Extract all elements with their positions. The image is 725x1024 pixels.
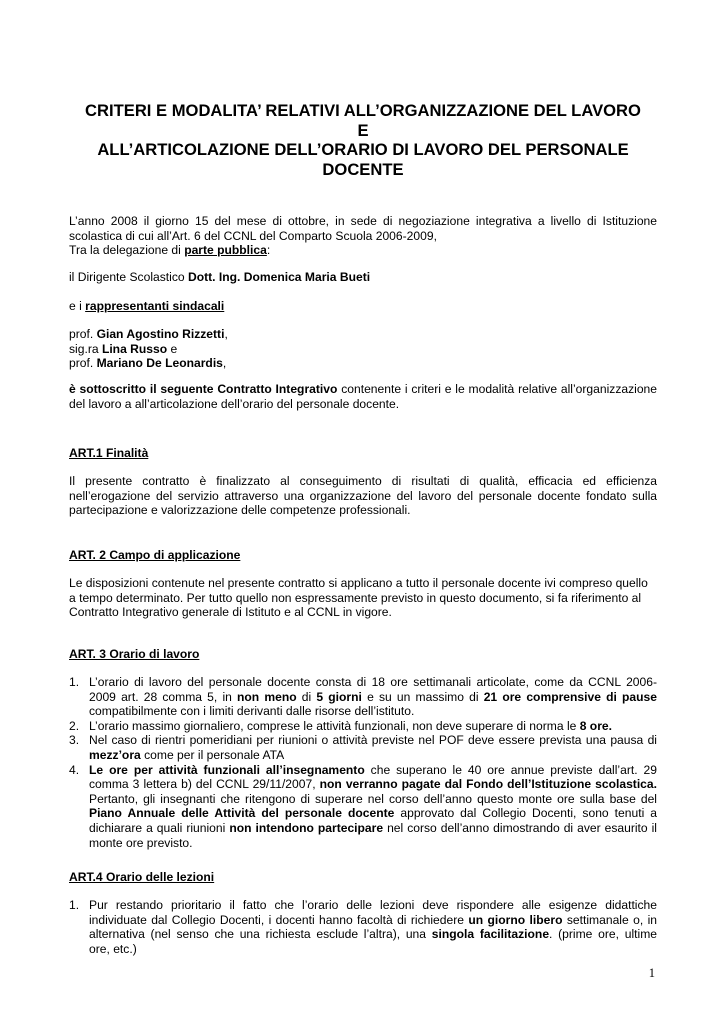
dirigente-line: il Dirigente Scolastico Dott. Ing. Domenica Maria Bueti bbox=[69, 270, 371, 284]
list-item: 3. Nel caso di rientri pomeridiani per riunioni o attività previste nel POF deve essere prevista una pausa di mezz’ora come per il personale ATA bbox=[69, 733, 657, 762]
sottoscritto-paragraph: è sottoscritto il seguente Contratto Integrativo contenente i criteri e le modalità relative all’organizzazione del lavoro a all’articolazione dell’orario del personale docente. bbox=[69, 382, 658, 411]
art1-heading: ART.1 Finalità bbox=[69, 446, 149, 460]
art2-heading: ART. 2 Campo di applicazione bbox=[69, 548, 241, 562]
member-item: sig.ra Lina Russo e bbox=[69, 341, 178, 356]
page-number: 1 bbox=[648, 966, 655, 980]
member-item: prof. Mariano De Leonardis, bbox=[69, 356, 227, 371]
art2-paragraph: Le disposizioni contenute nel presente contratto si applicano a tutto il personale docente ivi compreso quello a tempo determinato. Per tutto quello non espressamente previsto in questo documento, si fa riferimento al Contratto Integrativo generale di Istituto e al CCNL in vigore. bbox=[69, 576, 648, 620]
list-item: 1. Pur restando prioritario il fatto che l’orario delle lezioni deve rispondere alle esigenze didattiche individuate dal Collegio Docenti, i docenti hanno facoltà di richiedere un giorno libero settimanale o, in alternativa (nel senso che una richiesta esclude l’altra), una singola facilitazione. (prime ore, ultime ore, etc.) bbox=[69, 898, 657, 956]
parte-pubblica-label: parte pubblica bbox=[184, 243, 267, 258]
title-line-4: DOCENTE bbox=[322, 159, 404, 179]
rappresentanti-line: e i rappresentanti sindacali bbox=[69, 299, 225, 313]
art1-paragraph: Il presente contratto è finalizzato al conseguimento di risultati di qualità, efficacia ed efficienza nell’erogazione del servizio attraverso una organizzazione del lavoro del personale docente fondato sulla partecipazione e valorizzazione delle competenze professionali. bbox=[69, 474, 657, 518]
list-item: 4. Le ore per attività funzionali all’insegnamento che superano le 40 ore annue previste dall’art. 29 comma 3 lettera b) del CCNL 29/11/2007, non verranno pagate dal Fondo dell’Istituzione scolastica. Pertanto, gli insegnanti che ritengono di superare nel corso dell’anno questo monte ore sulla base del Piano Annuale delle Attività del personale docente approvato dal Collegio Docenti, sono tenuti a dichiarare a quali riunioni non intendono partecipare nel corso dell’anno dimostrando di aver esaurito il monte ore previsto. bbox=[69, 762, 657, 850]
art3-heading: ART. 3 Orario di lavoro bbox=[69, 647, 200, 661]
intro-line-2: scolastica di cui all’Art. 6 del CCNL del Comparto Scuola 2006-2009, bbox=[69, 228, 437, 243]
title-line-3: ALL’ARTICOLAZIONE DELL’ORARIO DI LAVORO DEL PERSONALE bbox=[97, 140, 629, 159]
list-item: 1. L’orario di lavoro del personale docente consta di 18 ore settimanali articolate, come da CCNL 2006- 2009 art. 28 comma 5, in non meno di 5 giorni e su un massimo di 21 ore comprensive di pause compatibilmente con i limiti derivanti dalle risorse dell’istituto. bbox=[69, 675, 657, 719]
sottoscritto-bold: è sottoscritto il seguente Contratto Integrativo bbox=[69, 382, 338, 396]
title-line-2: E bbox=[357, 120, 369, 140]
art4-heading: ART.4 Orario delle lezioni bbox=[69, 870, 215, 884]
intro-line-3: Tra la delegazione di parte pubblica: bbox=[69, 243, 271, 258]
dirigente-name: Dott. Ing. Domenica Maria Bueti bbox=[187, 270, 371, 284]
member-item: prof. Gian Agostino Rizzetti, bbox=[69, 327, 228, 341]
intro-paragraph bbox=[69, 214, 657, 258]
rappresentanti-label: rappresentanti sindacali bbox=[85, 299, 225, 313]
art3-list bbox=[69, 675, 657, 850]
intro-line-1: L’anno 2008 il giorno 15 del mese di ottobre, in sede di negoziazione integrativa a livello di Istituzione bbox=[69, 214, 657, 228]
list-item: 2. L’orario massimo giornaliero, comprese le attività funzionali, non deve superare di norma le 8 ore. bbox=[69, 718, 612, 733]
document-title bbox=[69, 101, 657, 179]
members-list bbox=[69, 327, 657, 371]
title-line-1: CRITERI E MODALITA’ RELATIVI ALL’ORGANIZZAZIONE DEL LAVORO bbox=[85, 101, 641, 120]
art4-list bbox=[69, 898, 657, 956]
